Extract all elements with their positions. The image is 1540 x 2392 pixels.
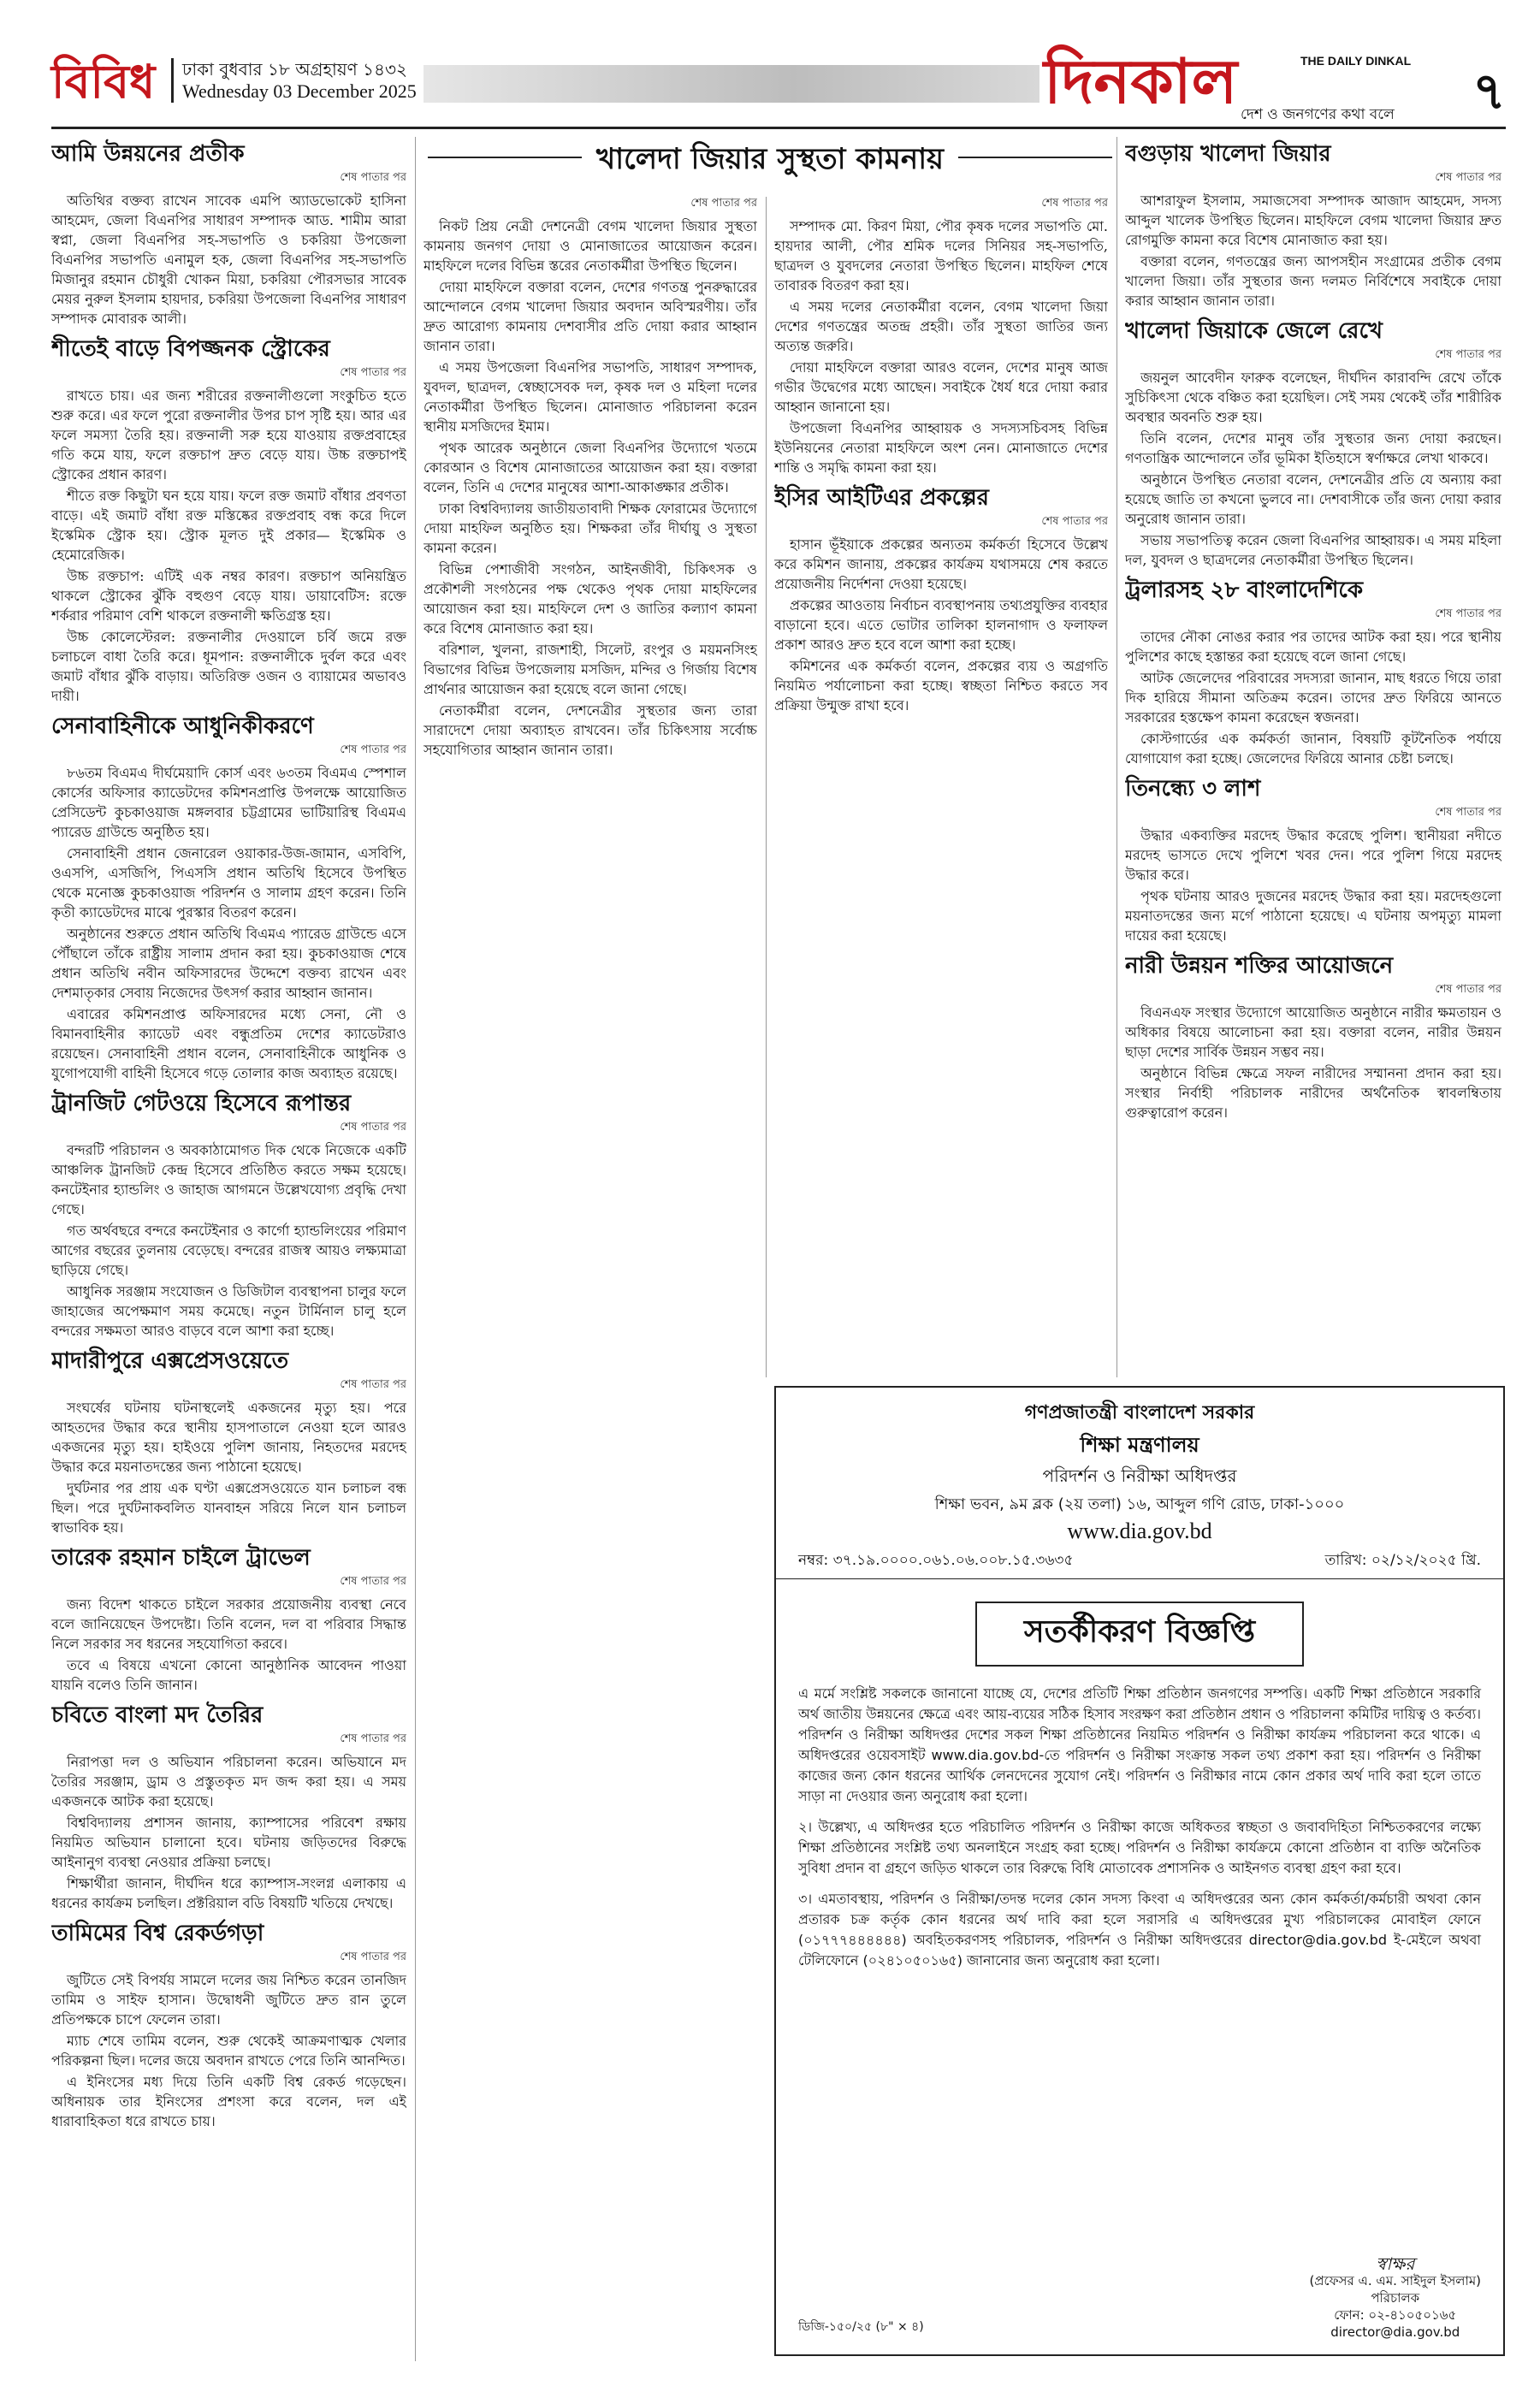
article-headline: চবিতে বাংলা মদ তৈরির <box>51 1702 264 1728</box>
header-left <box>51 51 428 111</box>
notice-paragraph: এ মর্মে সংশ্লিষ্ট সকলকে জানানো যাচ্ছে যে, দেশের প্রতিটি শিক্ষা প্রতিষ্ঠান জনগণের সম্পত্তি। একটি শিক্ষা প্রতিষ্ঠানে সরকারি অর্থ জাতীয় উন্নয়নের ক্ষেত্রে এবং আয়-ব্যয়ের সঠিক হিসাব সংরক্ষণ করা প্রতিষ্ঠান প্রধান ও পরিচালনা কমিটির দায়িত্ব ও কর্তব্য। পরিদর্শন ও নিরীক্ষা অধিদপ্তর দেশের সকল শিক্ষা প্রতিষ্ঠানের নিয়মিত পরিদর্শন ও নিরীক্ষা কার্যক্রম পরিচালনা করে থাকে। এ অধিদপ্তরের ওয়েবসাইট www.dia.gov.bd-তে পরিদর্শন ও নিরীক্ষা সংক্রান্ত সকল তথ্য প্রকাশ করা হয়। পরিদর্শন ও নিরীক্ষা কাজের জন্য কোন ধরনের আর্থিক লেনদেনের সুযোগ নেই। পরিদর্শন ও নিরীক্ষার নামে কোন প্রকার অর্থ দাবি করা হলে তাতে সাড়া না দেওয়ার জন্য অনুরোধ করা হলো। <box>798 1685 1481 1804</box>
continued-label: শেষ পাতার পর <box>1041 515 1108 528</box>
date-box <box>171 58 439 103</box>
article <box>51 1544 406 1695</box>
article <box>51 1702 406 1913</box>
article-headline: ট্রলারসহ ২৮ বাংলাদেশিকে <box>1125 577 1364 603</box>
article-paragraph: ৮৬তম বিএমএ দীর্ঘমেয়াদি কোর্স এবং ৬৩তম বিএমএ স্পেশাল কোর্সের অফিসার ক্যাডেটদের কমিশনপ্রাপ্তি উপলক্ষে আয়োজিত প্রেসিডেন্ট কুচকাওয়াজ মঙ্গলবার চট্টগ্রামের ভাটিয়ারিস্থ বিএমএ প্যারেড গ্রাউন্ডে অনুষ্ঠিত হয়। <box>51 765 406 840</box>
newspaper-name-en: THE DAILY DINKAL <box>1300 54 1412 68</box>
column-separator <box>1116 137 1117 1377</box>
continued-label: শেষ পাতার পর <box>1435 607 1502 620</box>
article-paragraph: উদ্ধার একব্যক্তির মরদেহ উদ্ধার করেছে পুলিশ। স্থানীয়রা নদীতে মরদেহ ভাসতে দেখে পুলিশে খবর দেন। পরে পুলিশ গিয়ে মরদেহ উদ্ধার করে। <box>1125 827 1502 883</box>
continued-label: শেষ পাতার পর <box>340 743 406 756</box>
notice-date: তারিখ: ০২/১২/২০২৫ খ্রি. <box>1324 1552 1481 1569</box>
article-paragraph: পৃথক আরেক অনুষ্ঠানে জেলা বিএনপির উদ্যোগে খতমে কোরআন ও বিশেষ মোনাজাতের আয়োজন করা হয়। বক্তারা বলেন, তিনি এ দেশের মানুষের আশা-আকাঙ্ক্ষার প্রতীক। <box>424 440 757 495</box>
continued-label: শেষ পাতার পর <box>340 1121 406 1134</box>
article-headline: সেনাবাহিনীকে আধুনিকীকরণে <box>51 713 314 739</box>
continued-label: শেষ পাতার পর <box>1435 348 1502 361</box>
continued-label: শেষ পাতার পর <box>690 197 757 210</box>
continued-label: শেষ পাতার পর <box>340 1378 406 1391</box>
article <box>51 1090 406 1341</box>
signature-mark: স্বাক্ষর <box>1376 2253 1415 2274</box>
notice-paragraph: ৩। এমতাবস্থায়, পরিদর্শন ও নিরীক্ষা/তদন্ত দলের কোন সদস্য কিংবা এ অধিদপ্তরের অন্য কোন কর্মকর্তা/কর্মচারী অথবা কোন প্রতারক চক্র কর্তৃক কোন ধরনের অর্থ দাবি করা হলে সরাসরি এ অধিদপ্তরের মুখ্য পরিচালকের মোবাইল ফোনে (০১৭৭৭৪৪৪৪৪৪) অবহিতকরণসহ পরিচালক, পরিদর্শন ও নিরীক্ষা অধিদপ্তরের director@dia.gov.bd ই-মেইলে অথবা টেলিফোনে (০২৪১০৫০১৬৫) জানানোর জন্য অনুরোধ করা হলো। <box>798 1891 1481 1969</box>
article-paragraph: সংঘর্ষের ঘটনায় ঘটনাস্থলেই একজনের মৃত্যু হয়। পরে আহতদের উদ্ধার করে স্থানীয় হাসপাতালে নেওয়া হলে আরও একজনের মৃত্যু হয়। হাইওয়ে পুলিশ জানায়, নিহতদের মরদেহ উদ্ধার করে ময়নাতদন্তের জন্য পাঠানো হয়েছে। <box>51 1400 406 1475</box>
article <box>1125 775 1502 945</box>
article <box>1125 140 1502 311</box>
article <box>424 193 757 760</box>
continued-label: শেষ পাতার পর <box>340 1951 406 1963</box>
header-band <box>424 65 1040 103</box>
middle-column <box>424 193 757 2358</box>
article-paragraph: পৃথক ঘটনায় আরও দুজনের মরদেহ উদ্ধার করা হয়। মরদেহগুলো ময়নাতদন্তের জন্য মর্গে পাঠানো হয়েছে। এ ঘটনায় অপমৃত্যু মামলা দায়ের করা হয়েছে। <box>1125 888 1502 944</box>
notice-memo-no: নম্বর: ৩৭.১৯.০০০০.০৬১.০৬.০০৮.১৫.৩৬৩৫ <box>798 1552 1074 1569</box>
article-headline: তিনন্ধ্যে ৩ লাশ <box>1125 776 1261 802</box>
date-bn: ঢাকা বুধবার ১৮ অগ্রহায়ণ ১৪৩২ <box>182 59 408 80</box>
continued-label: শেষ পাতার পর <box>1435 806 1502 819</box>
article-paragraph: জন্য বিদেশ থাকতে চাইলে সরকার প্রয়োজনীয় ব্যবস্থা নেবে বলে জানিয়েছেন উপদেষ্টা। তিনি বলেন, দল বা পরিবার সিদ্ধান্ত নিলে সরকার সব ধরনের সহযোগিতা করবে। <box>51 1596 406 1652</box>
article-paragraph: বিএনএফ সংস্থার উদ্যোগে আয়োজিত অনুষ্ঠানে নারীর ক্ষমতায়ন ও অধিকার বিষয়ে আলোচনা করা হয়। বক্তারা বলেন, নারীর উন্নয়ন ছাড়া দেশের সার্বিক উন্নয়ন সম্ভব নয়। <box>1125 1004 1502 1060</box>
article-paragraph: তাদের নৌকা নোঙর করার পর তাদের আটক করা হয়। পরে স্থানীয় পুলিশের কাছে হস্তান্তর করা হয়েছে বলে জানা গেছে। <box>1125 629 1502 665</box>
article-headline: মাদারীপুরে এক্সপ্রেসওয়েতে <box>51 1348 289 1374</box>
article-paragraph: অনুষ্ঠানে বিভিন্ন ক্ষেত্রে সফল নারীদের সম্মাননা প্রদান করা হয়। সংস্থার নির্বাহী পরিচালক নারীদের অর্থনৈতিক স্বাবলম্বিতায় গুরুত্বারোপ করেন। <box>1125 1065 1502 1121</box>
article-paragraph: সম্পাদক মো. কিরণ মিয়া, পৌর কৃষক দলের সভাপতি মো. হায়দার আলী, পৌর শ্রমিক দলের সিনিয়র সহ-সভাপতি, ছাত্রদল ও যুবদলের নেতারা উপস্থিত ছিলেন। মাহফিল শেষে তাবারক বিতরণ করা হয়। <box>774 218 1108 293</box>
left-column <box>51 133 406 2358</box>
article-headline: ইসির আইটিএর প্রকল্পের <box>774 485 989 511</box>
article-paragraph: শীতে রক্ত কিছুটা ঘন হয়ে যায়। ফলে রক্ত জমাট বাঁধার প্রবণতা বাড়ে। এই জমাট বাঁধা রক্ত মস্তিষ্কের রক্তপ্রবাহ বন্ধ করে দিলে ইস্কেমিক স্ট্রোক হয়। স্ট্রোক মূলত দুই প্রকার— ইস্কেমিক ও হেমোরেজিক। <box>51 488 406 563</box>
article-paragraph: উচ্চ কোলেস্টেরল: রক্তনালীর দেওয়ালে চর্বি জমে রক্ত চলাচলে বাধা তৈরি করে। ধূমপান: রক্তনালীকে দুর্বল করে এবং জমাট বাঁধার ঝুঁকি বাড়ায়। অতিরিক্ত ওজন ও ব্যায়ামের অভাবও দায়ী। <box>51 629 406 704</box>
notice-address: শিক্ষা ভবন, ৯ম ব্লক (২য় তলা) ১৬, আব্দুল গণি রোড, ঢাকা-১০০০ <box>934 1495 1345 1513</box>
article-paragraph: এ সময় উপজেলা বিএনপির সভাপতি, সাধারণ সম্পাদক, যুবদল, ছাত্রদল, স্বেচ্ছাসেবক দল, কৃষক দল ও মহিলা দলের নেতাকর্মীরা উপস্থিত ছিলেন। মোনাজাত পরিচালনা করেন স্থানীয় মসজিদের ইমাম। <box>424 359 757 435</box>
article <box>1125 952 1502 1122</box>
article-paragraph: অনুষ্ঠানের শুরুতে প্রধান অতিথি বিএমএ প্যারেড গ্রাউন্ডে এসে পৌঁছালে তাঁকে রাষ্ট্রীয় সালাম প্রদান করা হয়। কুচকাওয়াজ শেষে প্রধান অতিথি নবীন অফিসারদের উদ্দেশে বক্তব্য রাখেন এবং দেশমাতৃকার সেবায় নিজেদের উৎসর্গ করার আহ্বান জানান। <box>51 926 406 1001</box>
article-paragraph: বরিশাল, খুলনা, রাজশাহী, সিলেট, রংপুর ও ময়মনসিংহ বিভাগের বিভিন্ন উপজেলায় মসজিদ, মন্দির ও গির্জায় বিশেষ প্রার্থনার আয়োজন করা হয়েছে বলে জানা গেছে। <box>424 642 757 697</box>
article-paragraph: আশরাফুল ইসলাম, সমাজসেবা সম্পাদক আজাদ আহমেদ, সদস্য আব্দুল খালেক উপস্থিত ছিলেন। মাহফিলে বেগম খালেদা জিয়ার দ্রুত রোগমুক্তি কামনা করে বিশেষ মোনাজাত করা হয়। <box>1125 192 1502 248</box>
notice-signature-block <box>1310 2255 1482 2341</box>
article-paragraph: জয়নুল আবেদীন ফারুক বলেছেন, দীর্ঘদিন কারাবন্দি রেখে তাঁকে সুচিকিৎসা থেকে বঞ্চিত করা হয়েছিল। সেই সময় থেকেই তাঁর শারীরিক অবস্থার অবনতি শুরু হয়। <box>1125 370 1502 425</box>
article-paragraph: এ ইনিংসের মধ্য দিয়ে তিনি একটি বিশ্ব রেকর্ড গড়েছেন। অধিনায়ক তার ইনিংসের প্রশংসা করে বলেন, দল এই ধারাবাহিকতা ধরে রাখতে চায়। <box>51 2074 406 2129</box>
notice-govt: গণপ্রজাতন্ত্রী বাংলাদেশ সরকার <box>1024 1402 1255 1424</box>
article-paragraph: আটক জেলেদের পরিবারের সদস্যরা জানান, মাছ ধরতে গিয়ে তারা দিক হারিয়ে সীমানা অতিক্রম করেন। তাদের দ্রুত ফিরিয়ে আনতে সরকারের হস্তক্ষেপ কামনা করেছেন স্বজনরা। <box>1125 670 1502 725</box>
banner-line-right <box>958 157 1112 158</box>
article-headline: তামিমের বিশ্ব রেকর্ডগড়া <box>51 1921 264 1946</box>
article <box>774 484 1108 715</box>
header-rule <box>51 127 1506 129</box>
article-headline: বগুড়ায় খালেদা জিয়ার <box>1125 141 1331 167</box>
government-notice <box>774 1386 1505 2356</box>
article-paragraph: এ সময় দলের নেতাকর্মীরা বলেন, বেগম খালেদা জিয়া দেশের গণতন্ত্রের অতন্দ্র প্রহরী। তাঁর সুস্থতা জাতির জন্য অত্যন্ত জরুরি। <box>774 299 1108 354</box>
notice-body <box>776 1684 1503 1971</box>
article-paragraph: এবারের কমিশনপ্রাপ্ত অফিসারদের মধ্যে সেনা, নৌ ও বিমানবাহিনীর ক্যাডেট এবং বন্ধুপ্রতিম দেশের ক্যাডেটরাও রয়েছেন। সেনাবাহিনী প্রধান বলেন, সেনাবাহিনীকে আধুনিক ও যুগোপযোগী বাহিনী হিসেবে গড়ে তোলার কাজ অব্যাহত রয়েছে। <box>51 1006 406 1081</box>
right-column <box>1125 133 1502 1378</box>
page-number: ৭ <box>1472 62 1506 121</box>
notice-memo-row <box>776 1544 1503 1579</box>
article-paragraph: নিকট প্রিয় নেত্রী দেশনেত্রী বেগম খালেদা জিয়ার সুস্থতা কামনায় জনগণ দোয়া ও মোনাজাতের আয়োজন করেন। মাহফিলে দলের বিভিন্ন স্তরের নেতাকর্মীরা উপস্থিত ছিলেন। <box>424 218 757 274</box>
article <box>1125 577 1502 768</box>
continued-label: শেষ পাতার পর <box>340 366 406 379</box>
article-paragraph: অনুষ্ঠানে উপস্থিত নেতারা বলেন, দেশনেত্রীর প্রতি যে অন্যায় করা হয়েছে জাতি তা কখনো ভুলবে না। দেশবাসীকে তাঁর জন্য দোয়া করার অনুরোধ জানান তারা। <box>1125 471 1502 527</box>
article-headline: শীতেই বাড়ে বিপজ্জনক স্ট্রোকের <box>51 336 330 362</box>
continued-label: শেষ পাতার পর <box>1435 983 1502 996</box>
article <box>51 1920 406 2131</box>
article-paragraph: নেতাকর্মীরা বলেন, দেশনেত্রীর সুস্থতার জন্য তারা সারাদেশে দোয়া অব্যাহত রাখবেন। তাঁর চিকিৎসায় সর্বোচ্চ সহযোগিতার আহ্বান জানান তারা। <box>424 702 757 758</box>
article-paragraph: নিরাপত্তা দল ও অভিযান পরিচালনা করেন। অভিযানে মদ তৈরির সরঞ্জাম, ড্রাম ও প্রস্তুতকৃত মদ জব্দ করা হয়। এ সময় একজনকে আটক করা হয়েছে। <box>51 1754 406 1809</box>
continued-label: শেষ পাতার পর <box>340 171 406 184</box>
continued-label: শেষ পাতার পর <box>1041 197 1108 210</box>
article-paragraph: আধুনিক সরঞ্জাম সংযোজন ও ডিজিটাল ব্যবস্থাপনা চালুর ফলে জাহাজের অপেক্ষমাণ সময় কমেছে। নতুন টার্মিনাল চালু হলে বন্দরের সক্ষমতা আরও বাড়বে বলে আশা করা হচ্ছে। <box>51 1283 406 1339</box>
article-headline: আমি উন্নয়নের প্রতীক <box>51 141 245 167</box>
article-paragraph: সেনাবাহিনী প্রধান জেনারেল ওয়াকার-উজ-জামান, এসবিপি, ওএসপি, এসজিপি, পিএসসি প্রধান অতিথি হিসেবে উপস্থিত থেকে মনোজ্ঞ কুচকাওয়াজ পরিদর্শন ও সালাম গ্রহণ করেন। তিনি কৃতী ক্যাডেটদের মাঝে পুরস্কার বিতরণ করেন। <box>51 845 406 921</box>
section-title: বিবিধ <box>51 54 156 109</box>
article-paragraph: ঢাকা বিশ্ববিদ্যালয় জাতীয়তাবাদী শিক্ষক ফোরামের উদ্যোগে দোয়া মাহফিল অনুষ্ঠিত হয়। শিক্ষকরা তাঁর দীর্ঘায়ু ও সুস্থতা কামনা করেন। <box>424 500 757 556</box>
article <box>774 193 1108 477</box>
column-separator <box>766 197 767 1377</box>
article-paragraph: দোয়া মাহফিলে বক্তারা বলেন, দেশের গণতন্ত্র পুনরুদ্ধারের আন্দোলনে বেগম খালেদা জিয়ার অবদান অবিস্মরণীয়। তাঁর দ্রুত আরোগ্য কামনায় দেশবাসীর প্রতি দোয়া করার আহ্বান জানান তারা। <box>424 279 757 354</box>
article-paragraph: ম্যাচ শেষে তামিম বলেন, শুরু থেকেই আক্রমণাত্মক খেলার পরিকল্পনা ছিল। দলের জয়ে অবদান রাখতে পেরে তিনি আনন্দিত। <box>51 2033 406 2069</box>
article-paragraph: শিক্ষার্থীরা জানান, দীর্ঘদিন ধরে ক্যাম্পাস-সংলগ্ন এলাকায় এ ধরনের কার্যক্রম চলছিল। প্রক্টরিয়াল বডি বিষয়টি খতিয়ে দেখছে। <box>51 1875 406 1911</box>
article-paragraph: অতিথির বক্তব্য রাখেন সাবেক এমপি অ্যাডভোকেট হাসিনা আহমেদ, জেলা বিএনপির সাধারণ সম্পাদক আড. শামীম আরা স্বপ্না, জেলা বিএনপির সহ-সভাপতি ও চকরিয়া উপজেলা বিএনপির সভাপতি এনামুল হক, জেলা বিএনপির সহ-সভাপতি মিজানুর রহমান চৌধুরী খোকন মিয়া, চকরিয়া পৌরসভার সাবেক মেয়র নুরুল ইসলাম হায়দার, চকরিয়া উপজেলা বিএনপির সাধারণ সম্পাদক মোবারক আলী। <box>51 192 406 327</box>
signer-email[interactable]: director@dia.gov.bd <box>1330 2324 1460 2340</box>
continued-label: শেষ পাতার পর <box>340 1732 406 1745</box>
article-paragraph: প্রকল্পের আওতায় নির্বাচন ব্যবস্থাপনায় তথ্যপ্রযুক্তির ব্যবহার বাড়ানো হবে। এতে ভোটার তালিকা হালনাগাদ ও ফলাফল প্রকাশ আরও দ্রুত হবে বলে আশা করা হচ্ছে। <box>774 597 1108 653</box>
article <box>51 335 406 706</box>
article-paragraph: বক্তারা বলেন, গণতন্ত্রের জন্য আপসহীন সংগ্রামের প্রতীক বেগম খালেদা জিয়া। তাঁর সুস্থতার জন্য দলমত নির্বিশেষে সবাইকে দোয়া করার আহ্বান জানান তারা। <box>1125 253 1502 309</box>
article-paragraph: কমিশনের এক কর্মকর্তা বলেন, প্রকল্পের ব্যয় ও অগ্রগতি নিয়মিত পর্যালোচনা করা হচ্ছে। স্বচ্ছতা নিশ্চিত করতে সব প্রক্রিয়া উন্মুক্ত রাখা হবে। <box>774 658 1108 713</box>
article-paragraph: জুটিতে সেই বিপর্যয় সামলে দলের জয় নিশ্চিত করেন তানজিদ তামিম ও সাইফ হাসান। উদ্বোধনী জুটিতে দ্রুত রান তুলে প্রতিপক্ষকে চাপে ফেলেন তারা। <box>51 1972 406 2028</box>
article-paragraph: দুর্ঘটনার পর প্রায় এক ঘণ্টা এক্সপ্রেসওয়েতে যান চলাচল বন্ধ ছিল। পরে দুর্ঘটনাকবলিত যানবাহন সরিয়ে নিলে যান চলাচল স্বাভাবিক হয়। <box>51 1480 406 1536</box>
article-paragraph: তবে এ বিষয়ে এখনো কোনো আনুষ্ঠানিক আবেদন পাওয়া যায়নি বলেও তিনি জানান। <box>51 1657 406 1693</box>
article-headline: নারী উন্নয়ন শক্তির আয়োজনে <box>1125 953 1394 979</box>
article <box>51 1347 406 1537</box>
signer-name: (প্রফেসর এ. এম. সাইদুল ইসলাম) <box>1309 2273 1481 2288</box>
article-paragraph: বিভিন্ন পেশাজীবী সংগঠন, আইনজীবী, চিকিৎসক ও প্রকৌশলী সংগঠনের পক্ষ থেকেও পৃথক দোয়া মাহফিলের আয়োজন করা হয়। মাহফিলে দেশ ও জাতির কল্যাণ কামনা করে বিশেষ মোনাজাত করা হয়। <box>424 561 757 636</box>
masthead <box>1044 44 1506 124</box>
notice-ministry: শিক্ষা মন্ত্রণালয় <box>1080 1433 1199 1457</box>
continued-label: শেষ পাতার পর <box>1435 171 1502 184</box>
article-paragraph: উপজেলা বিএনপির আহ্বায়ক ও সদস্যসচিবসহ বিভিন্ন ইউনিয়নের নেতারা মাহফিলে অংশ নেন। মোনাজাতে দেশের শান্তি ও সমৃদ্ধি কামনা করা হয়। <box>774 420 1108 476</box>
date-en: Wednesday 03 December 2025 <box>182 80 417 102</box>
article-paragraph: বিশ্ববিদ্যালয় প্রশাসন জানায়, ক্যাম্পাসের পরিবেশ রক্ষায় নিয়মিত অভিযান চালানো হবে। ঘটনায় জড়িতদের বিরুদ্ধে আইনানুগ ব্যবস্থা নেওয়ার প্রক্রিয়া চলছে। <box>51 1815 406 1870</box>
article-paragraph: উচ্চ রক্তচাপ: এটিই এক নম্বর কারণ। রক্তচাপ অনিয়ন্ত্রিত থাকলে স্ট্রোকের ঝুঁকি বহুগুণ বেড়ে যায়। ডায়াবেটিস: রক্তে শর্করার পরিমাণ বেশি থাকলে রক্তনালী ক্ষতিগ্রস্ত হয়। <box>51 568 406 624</box>
newspaper-tagline: দেশ ও জনগণের কথা বলে <box>1241 106 1395 123</box>
article-paragraph: দোয়া মাহফিলে বক্তারা আরও বলেন, দেশের মানুষ আজ গভীর উদ্বেগের মধ্যে আছেন। সবাইকে ধৈর্য ধরে দোয়া করার আহ্বান জানানো হয়। <box>774 359 1108 415</box>
continued-label: শেষ পাতার পর <box>340 1575 406 1588</box>
article-paragraph: সভায় সভাপতিত্ব করেন জেলা বিএনপির আহ্বায়ক। এ সময় মহিলা দল, যুবদল ও ছাত্রদলের নেতাকর্মীরা উপস্থিত ছিলেন। <box>1125 532 1502 568</box>
article-headline: খালেদা জিয়াকে জেলে রেখে <box>1125 318 1383 344</box>
article-paragraph: তিনি বলেন, দেশের মানুষ তাঁর সুস্থতার জন্য দোয়া করছেন। গণতান্ত্রিক আন্দোলনে তাঁর ভূমিকা ইতিহাসে স্বর্ণাক্ষরে লেখা থাকবে। <box>1125 430 1502 466</box>
article-paragraph: হাসান ভূঁইয়াকে প্রকল্পের অন্যতম কর্মকর্তা হিসেবে উল্লেখ করে কমিশন জানায়, প্রকল্পের কার্যক্রম যথাসময়ে শেষ করতে প্রয়োজনীয় নির্দেশনা দেওয়া হয়েছে। <box>774 536 1108 592</box>
notice-department: পরিদর্শন ও নিরীক্ষা অধিদপ্তর <box>1042 1465 1237 1486</box>
article-paragraph: বন্দরটি পরিচালন ও অবকাঠামোগত দিক থেকে নিজেকে একটি আঞ্চলিক ট্রানজিট কেন্দ্র হিসেবে প্রতিষ্ঠিত করতে সক্ষম হয়েছে। কনটেইনার হ্যান্ডলিং ও জাহাজ আগমনে উল্লেখযোগ্য প্রবৃদ্ধি দেখা গেছে। <box>51 1142 406 1217</box>
banner-headline: খালেদা জিয়ার সুস্থতা কামনায় <box>595 142 945 176</box>
article-paragraph: রাখতে চায়। এর জন্য শরীরের রক্তনালীগুলো সংকুচিত হতে শুরু করে। এর ফলে পুরো রক্তনালীর উপর চাপ সৃষ্টি হয়। আর এর ফলে সমস্যা তৈরি হয়। রক্তনালী সরু হয়ে যাওয়ায় রক্তপ্রবাহের গতি কমে যায়, ফলে রক্তচাপ দ্রুত বেড়ে যায়। উচ্চ রক্তচাপই স্ট্রোকের প্রধান কারণ। <box>51 388 406 483</box>
notice-title: সতর্কীকরণ বিজ্ঞপ্তি <box>975 1602 1304 1667</box>
notice-dfp-code: ডিজি-১৫০/২৫ (৮" × ৪) <box>798 2320 924 2334</box>
article-headline: তারেক রহমান চাইলে ট্রাভেল <box>51 1545 311 1571</box>
article <box>51 713 406 1083</box>
column-separator <box>415 137 416 2361</box>
signer-title: পরিচালক <box>1371 2290 1420 2306</box>
article <box>51 140 406 329</box>
notice-paragraph: ২। উল্লেখ্য, এ অধিদপ্তর হতে পরিচালিত পরিদর্শন ও নিরীক্ষা কাজে অধিকতর স্বচ্ছতা ও জবাবদিহিতা নিশ্চিতকরণের লক্ষ্যে শিক্ষা প্রতিষ্ঠানের সংশ্লিষ্ট তথ্য অনলাইনে সংগ্রহ করা হচ্ছে। পরিদর্শন ও নিরীক্ষা কার্যক্রমে কোনো প্রতিষ্ঠান বা ব্যক্তি অনৈতিক সুবিধা প্রদান বা গ্রহণে জড়িত থাকলে তার বিরুদ্ধে বিধি মোতাবেক প্রশাসনিক ও আইনগত ব্যবস্থা গ্রহণ করা হবে। <box>798 1819 1481 1876</box>
notice-website[interactable]: www.dia.gov.bd <box>1067 1519 1212 1543</box>
article-paragraph: কোস্টগার্ডের এক কর্মকর্তা জানান, বিষয়টি কূটনৈতিক পর্যায়ে যোগাযোগ করা হচ্ছে। জেলেদের ফিরিয়ে আনার চেষ্টা চলছে। <box>1125 731 1502 767</box>
article-headline: ট্রানজিট গেটওয়ে হিসেবে রূপান্তর <box>51 1091 352 1116</box>
newspaper-logo: দিনকাল <box>1044 44 1238 117</box>
article-paragraph: গত অর্থবছরে বন্দরে কনটেইনার ও কার্গো হ্যান্ডলিংয়ের পরিমাণ আগের বছরের তুলনায় বেড়েছে। বন্দরের রাজস্ব আয়ও লক্ষ্যমাত্রা ছাড়িয়ে গেছে। <box>51 1223 406 1278</box>
mid-right-column <box>774 193 1108 1378</box>
signer-phone: ফোন: ০২-৪১০৫০১৬৫ <box>1334 2307 1457 2323</box>
article <box>1125 317 1502 570</box>
